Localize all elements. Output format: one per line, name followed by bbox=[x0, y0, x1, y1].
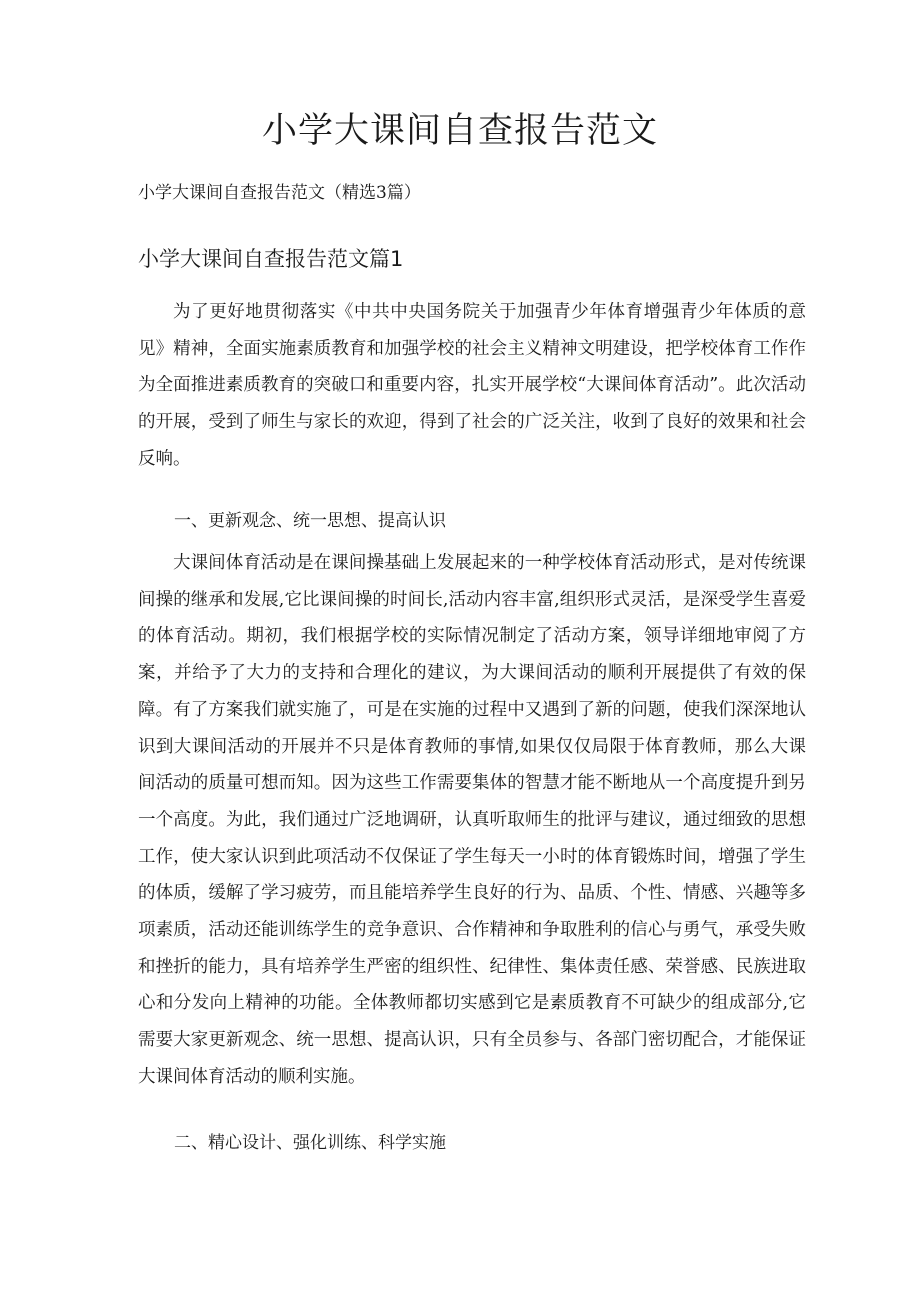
document-title: 小学大课间自查报告范文 bbox=[261, 111, 658, 151]
body-paragraph: 大课间体育活动是在课间操基础上发展起来的一种学校体育活动形式，是对传统课间操的继承和发展,它比课间操的时间长,活动内容丰富,组织形式灵活，是深受学生喜爱的体育活动。期初，我们根据学校的实际情况制定了活动方案，领导详细地审阅了方案，并给予了大力的支持和合理化的建议，为大课间活动的顺利开展提供了有效的保障。有了方案我们就实施了，可是在实施的过程中又遇到了新的问题，使我们深深地认识到大课间活动的开展并不只是体育教师的事情,如果仅仅局限于体育教师，那么大课间活动的质量可想而知。因为这些工作需要集体的智慧才能不断地从一个高度提升到另一个高度。为此，我们通过广泛地调研，认真听取师生的批评与建议，通过细致的思想工作，使大家认识到此项活动不仅保证了学生每天一小时的体育锻炼时间，增强了学生的体质，缓解了学习疲劳，而且能培养学生良好的行为、品质、个性、情感、兴趣等多项素质，活动还能训练学生的竞争意识、合作精神和争取胜利的信心与勇气，承受失败和挫折的能力，具有培养学生严密的组织性、纪律性、集体责任感、荣誉感、民族进取心和分发向上精神的功能。全体教师都切实感到它是素质教育不可缺少的组成部分,它需要大家更新观念、统一思想、提高认识，只有全员参与、各部门密切配合，才能保证大课间体育活动的顺利实施。 bbox=[138, 553, 806, 1087]
subsection-heading-1: 一、更新观念、统一思想、提高认识 bbox=[174, 511, 446, 531]
subsection-heading-2: 二、精心设计、强化训练、科学实施 bbox=[174, 1133, 446, 1153]
document-subtitle: 小学大课间自查报告范文（精选3篇） bbox=[138, 183, 421, 203]
intro-paragraph: 为了更好地贯彻落实《中共中央国务院关于加强青少年体育增强青少年体质的意见》精神，全面实施素质教育和加强学校的社会主义精神文明建设，把学校体育工作作为全面推进素质教育的突破口和重要内容，扎实开展学校“大课间体育活动”。此次活动的开展，受到了师生与家长的欢迎，得到了社会的广泛关注，收到了良好的效果和社会反响。 bbox=[138, 302, 806, 469]
section-heading: 小学大课间自查报告范文篇1 bbox=[138, 247, 404, 271]
